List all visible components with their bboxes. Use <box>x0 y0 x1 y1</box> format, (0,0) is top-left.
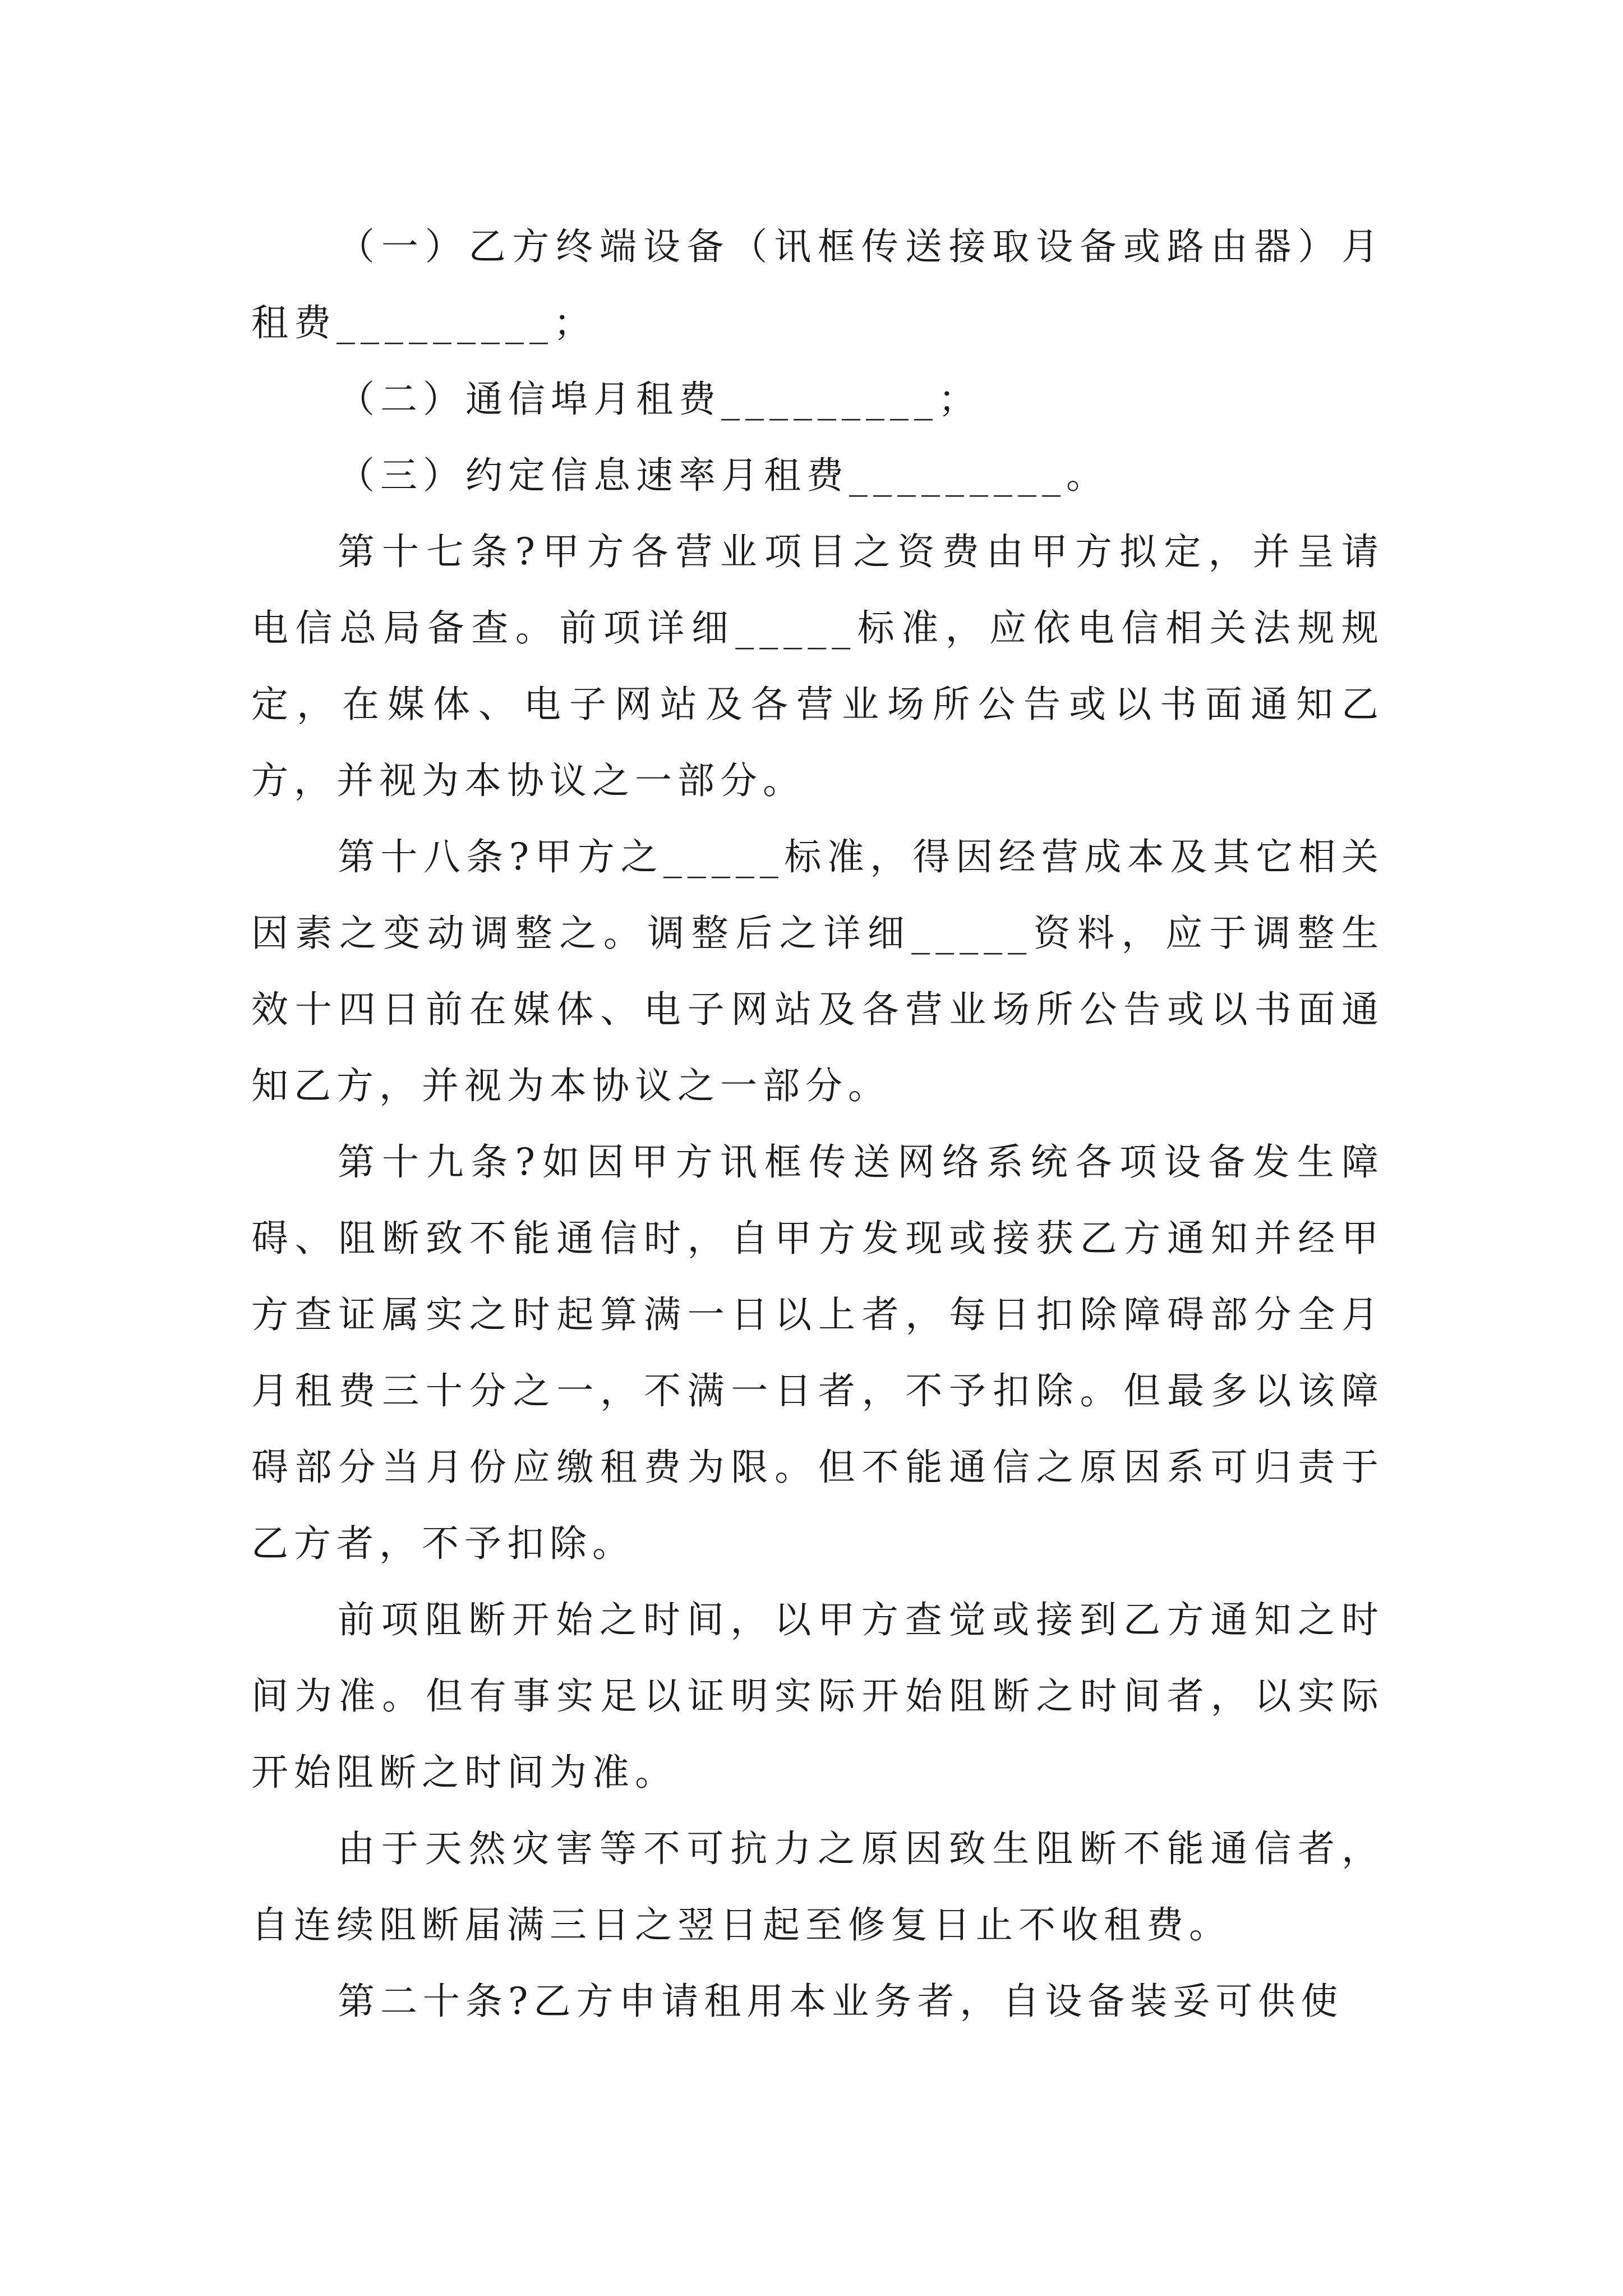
paragraph-rate-fee: （三）约定信息速率月租费_________。 <box>338 454 1109 497</box>
paragraph-article-20: 第二十条?乙方申请租用本业务者，自设备装妥可供使 <box>338 1980 1344 2023</box>
paragraph-article-17: 第十七条?甲方各营业项目之资费由甲方拟定，并呈请电信总局备查。前项详细_____标准，应依电信相关法规规定，在媒体、电子网站及各营业场所公告或以书面通知乙方，并视为本协议之一部分。 <box>251 530 1384 802</box>
paragraph-force-majeure: 由于天然灾害等不可抗力之原因致生阻断不能通信者，自连续阻断届满三日之翌日起至修复日止不收租费。 <box>251 1827 1384 1947</box>
paragraph-article-18: 第十八条?甲方之_____标准，得因经营成本及其它相关因素之变动调整之。调整后之详细_____资料，应于调整生效十四日前在媒体、电子网站及各营业场所公告或以书面通知乙方，并视为本协议之一部分。 <box>251 835 1384 1107</box>
paragraph-article-19: 第十九条?如因甲方讯框传送网络系统各项设备发生障碍、阻断致不能通信时，自甲方发现或接获乙方通知并经甲方查证属实之时起算满一日以上者，每日扣除障碍部分全月月租费三十分之一，不满一日者，不予扣除。但最多以该障碍部分当月份应缴租费为限。但不能通信之原因系可归责于乙方者，不予扣除。 <box>251 1140 1384 1565</box>
paragraph-interruption-time: 前项阻断开始之时间，以甲方查觉或接到乙方通知之时间为准。但有事实足以证明实际开始阻断之时间者，以实际开始阻断之时间为准。 <box>251 1598 1384 1794</box>
paragraph-port-fee: （二）通信埠月租费_________； <box>338 378 981 421</box>
document-body <box>251 209 1384 2040</box>
paragraph-terminal-fee: （一）乙方终端设备（讯框传送接取设备或路由器）月租费_________； <box>251 225 1384 344</box>
